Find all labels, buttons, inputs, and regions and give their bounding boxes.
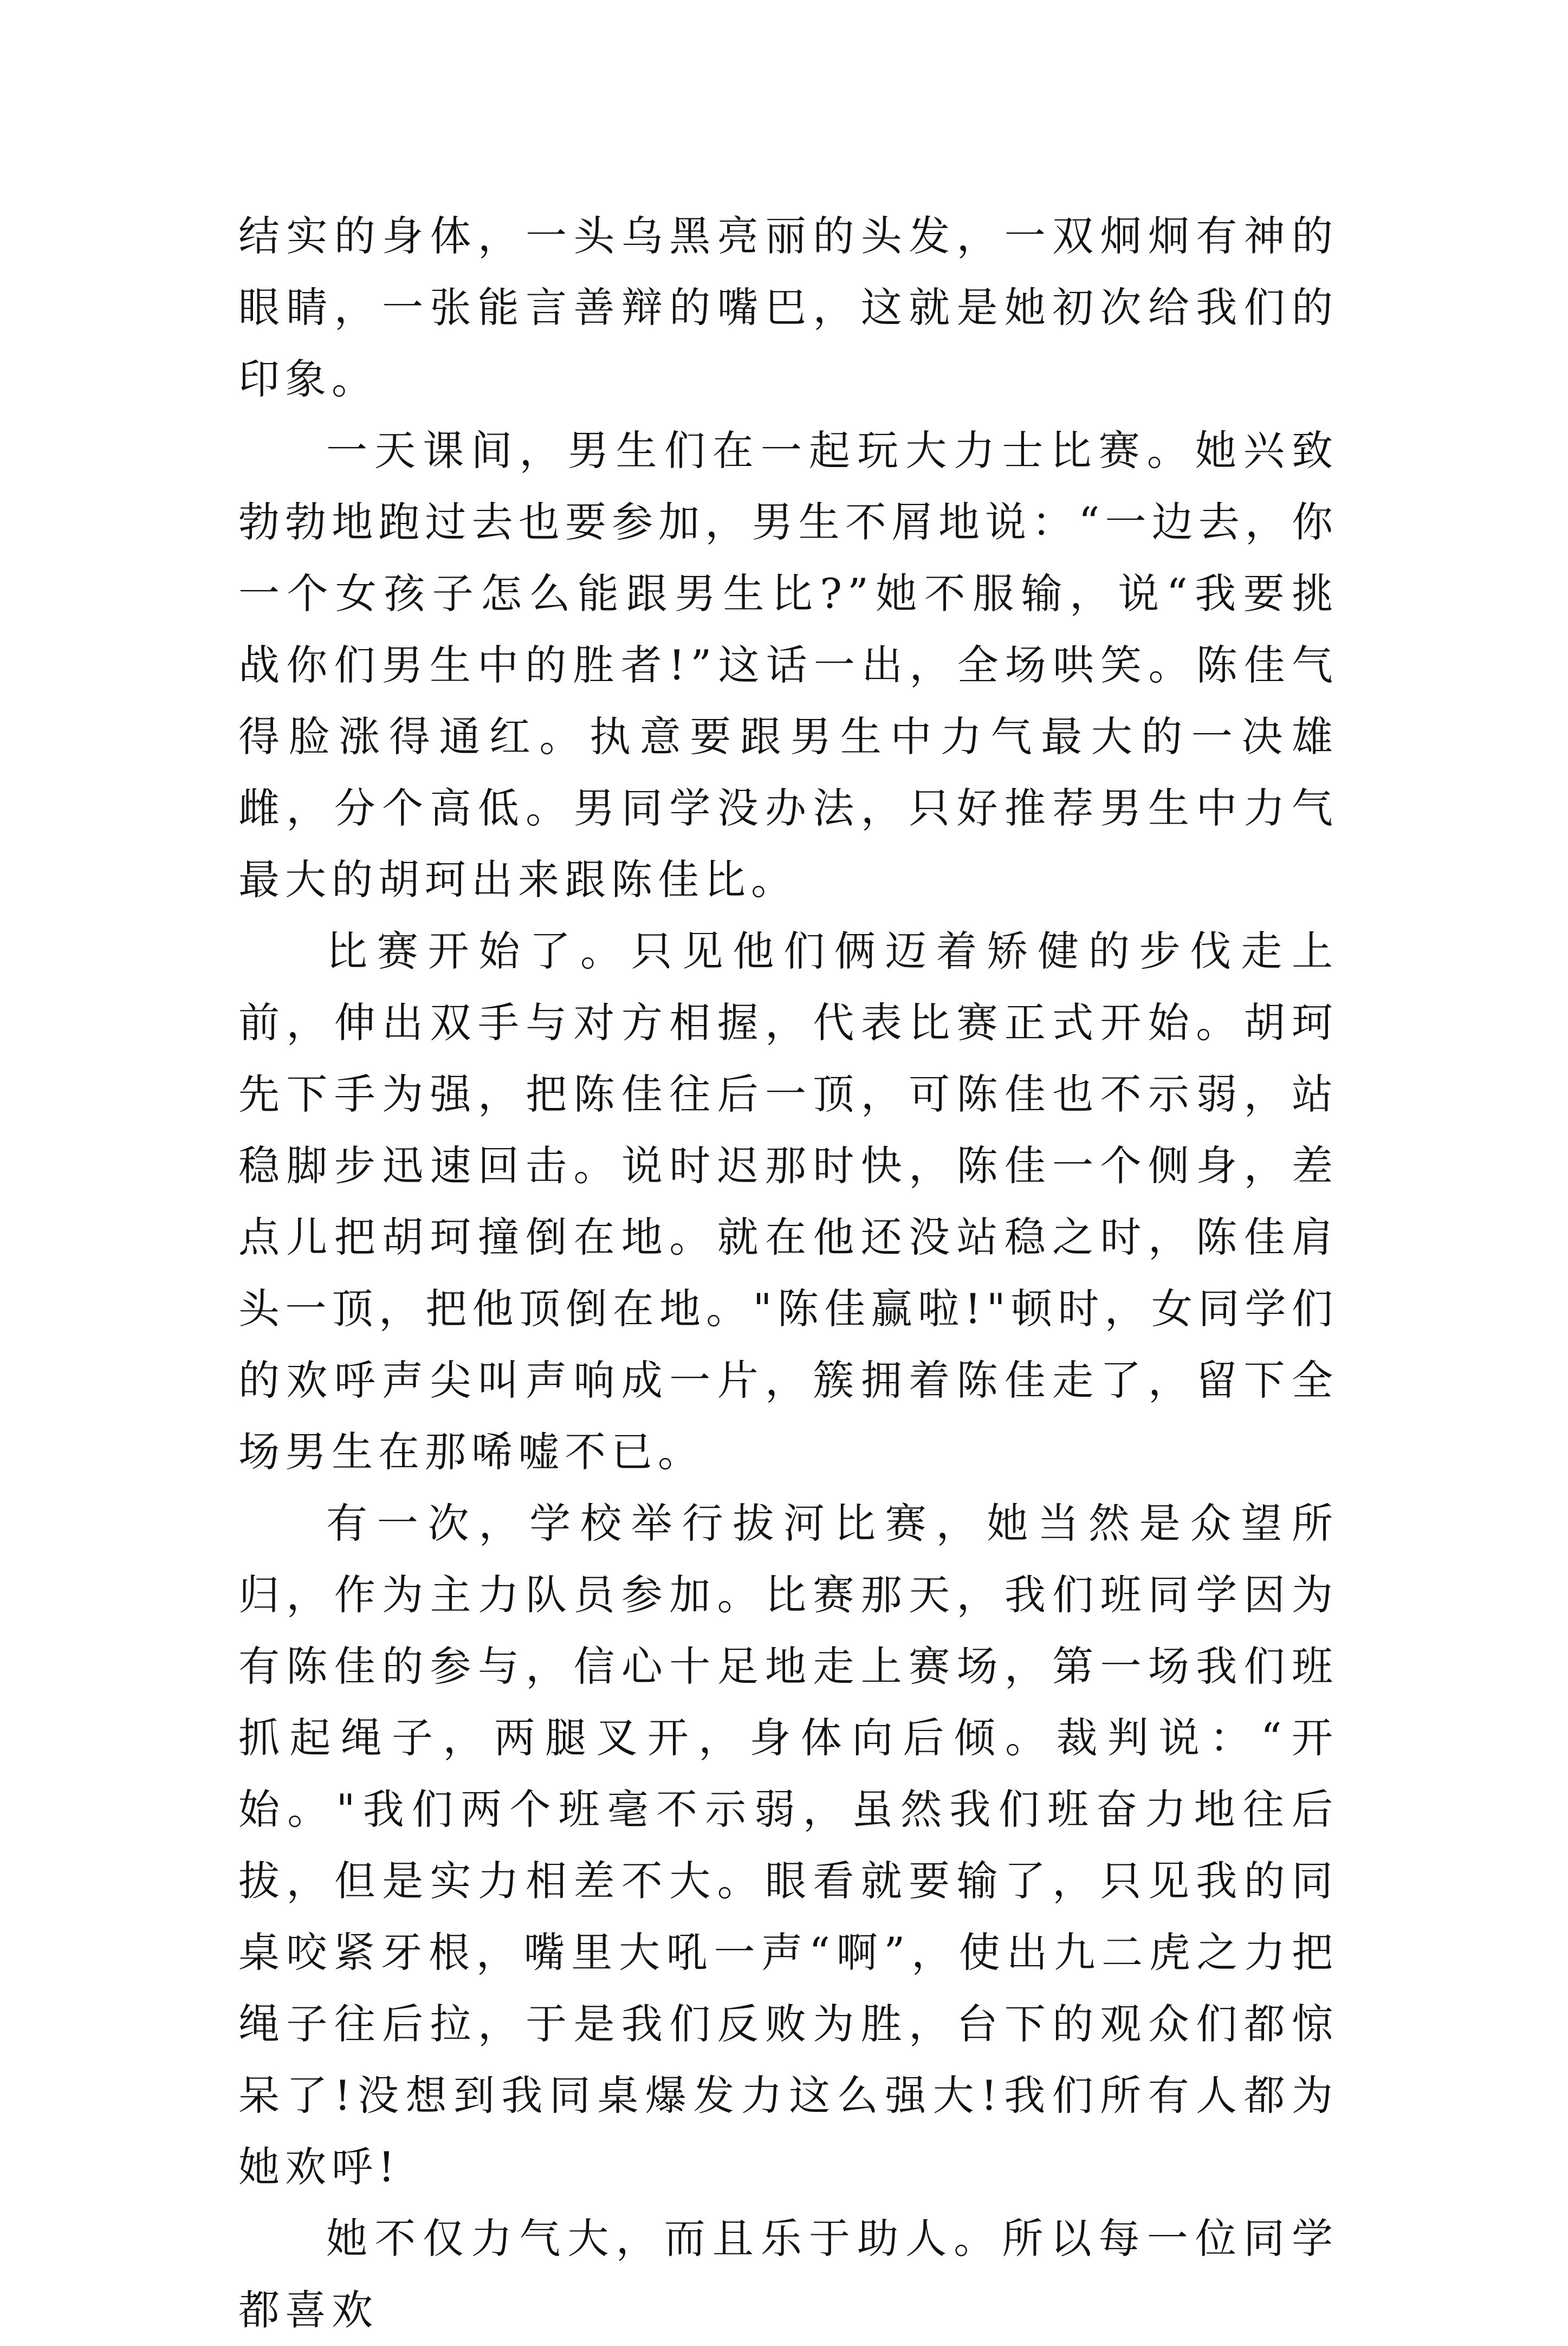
essay-body (238, 200, 1338, 2346)
paragraph-4: 有一次，学校举行拔河比赛，她当然是众望所归，作为主力队员参加。比赛那天，我们班同学因为有陈佳的参与，信心十足地走上赛场，第一场我们班抓起绳子，两腿叉开，身体向后倾。裁判说：“开始。"我们两个班毫不示弱，虽然我们班奋力地往后拔，但是实力相差不大。眼看就要输了，只见我的同桌咬紧牙根，嘴里大吼一声“啊”，使出九二虎之力把绳子往后拉，于是我们反败为胜，台下的观众们都惊呆了!没想到我同桌爆发力这么强大!我们所有人都为她欢呼! (238, 1499, 1338, 2191)
paragraph-1: 结实的身体，一头乌黑亮丽的头发，一双炯炯有神的眼睛，一张能言善辩的嘴巴，这就是她初次给我们的印象。 (238, 212, 1338, 403)
paragraph-5: 她不仅力气大，而且乐于助人。所以每一位同学都喜欢 (238, 2214, 1338, 2334)
paragraph-3: 比赛开始了。只见他们俩迈着矫健的步伐走上前，伸出双手与对方相握，代表比赛正式开始。胡珂先下手为强，把陈佳往后一顶，可陈佳也不示弱，站稳脚步迅速回击。说时迟那时快，陈佳一个侧身，差点儿把胡珂撞倒在地。就在他还没站稳之时，陈佳肩头一顶，把他顶倒在地。"陈佳赢啦!"顿时，女同学们的欢呼声尖叫声响成一片，簇拥着陈佳走了，留下全场男生在那唏嘘不已。 (238, 927, 1338, 1476)
paragraph-2: 一天课间，男生们在一起玩大力士比赛。她兴致勃勃地跑过去也要参加，男生不屑地说：“一边去，你一个女孩子怎么能跟男生比?”她不服输，说“我要挑战你们男生中的胜者!”这话一出，全场哄笑。陈佳气得脸涨得通红。执意要跟男生中力气最大的一决雄雌，分个高低。男同学没办法，只好推荐男生中力气最大的胡珂出来跟陈佳比。 (238, 426, 1338, 904)
